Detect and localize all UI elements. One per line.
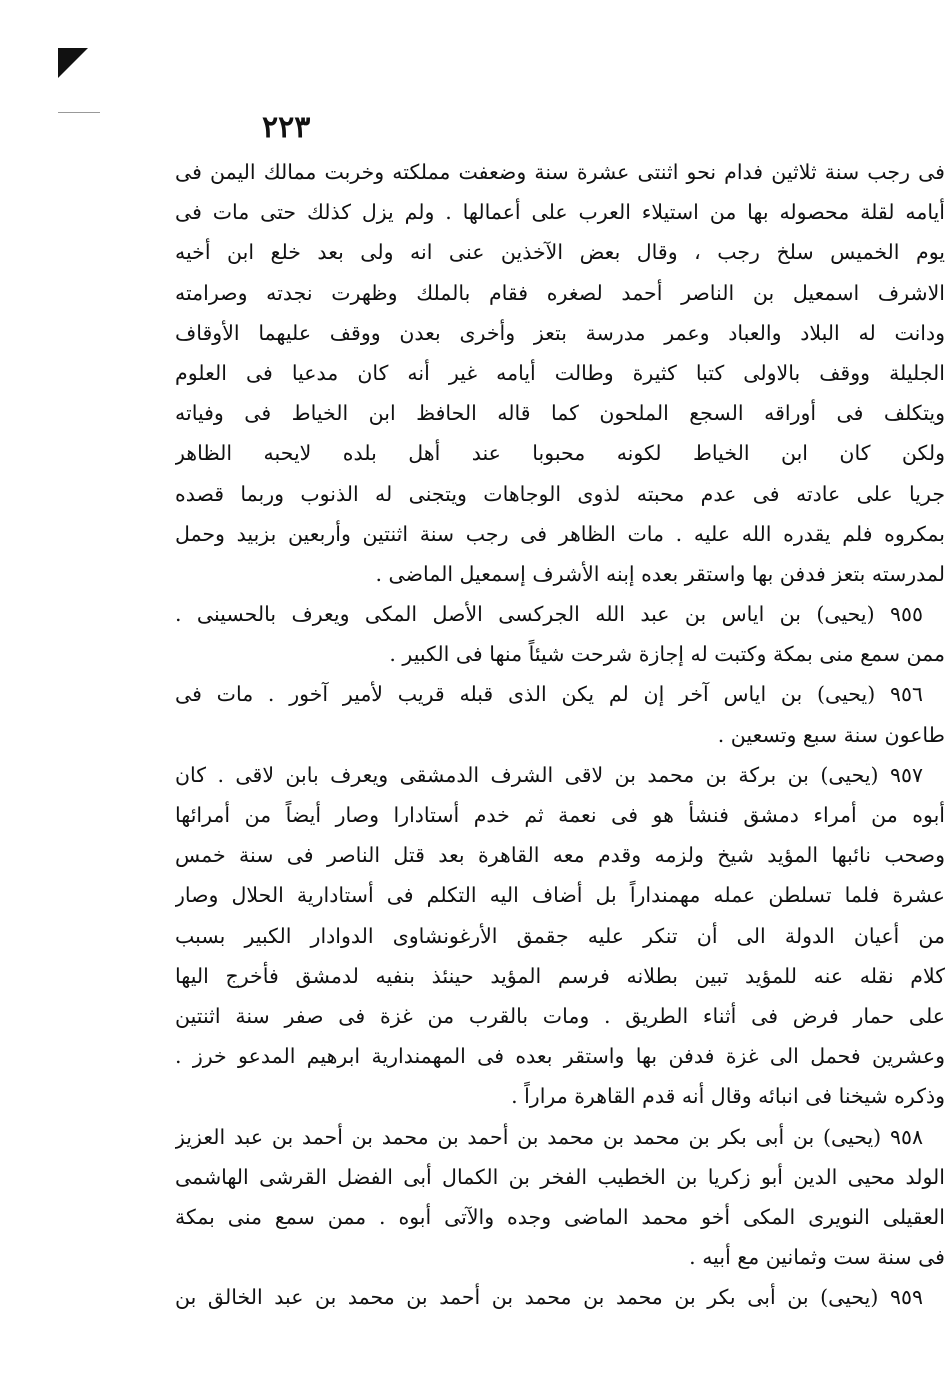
- page-number: ٢٢٣: [262, 110, 311, 145]
- text-line: فى سنة ست وثمانين مع أبيه .: [689, 1245, 945, 1270]
- text-line: لمدرسته بتعز فدفن بها واستقر بعده إبنه الأشرف إسمعيل الماضى .: [375, 561, 945, 586]
- scan-rule-line: [58, 112, 100, 113]
- text-line: الولد محيى الدين أبو زكريا بن الخطيب الفخر بن الكمال أبى الفضل القرشى الهاشمى: [175, 1164, 945, 1189]
- corner-scan-mark: [58, 48, 88, 78]
- text-line: ممن سمع منى بمكة وكتبت له إجازة شرحت شيئاً منها فى الكبير .: [389, 642, 945, 667]
- text-line: فى رجب سنة ثلاثين فدام نحو اثنتى عشرة سنة وضعفت مملكته وخربت ممالك اليمن فى: [175, 160, 945, 184]
- text-line: وصحب نائبها المؤيد شيخ ولزمه وقدم معه القاهرة بعد قتل الناصر فى سنة خمس: [175, 843, 945, 868]
- text-line: وذكره شيخنا فى انبائه وقال أنه قدم القاهرة مراراً .: [511, 1084, 945, 1109]
- text-line: طاعون سنة سبع وتسعين .: [717, 722, 945, 747]
- text-line: أبوه من أمراء دمشق فنشأ هو فى نعمة ثم خدم أستادارا وصار أيضاً من أمرائها: [175, 803, 945, 827]
- biography-entry-line: ٩٥٨ (يحيى) بن أبى بكر بن محمد بن محمد بن أحمد بن محمد بن أحمد بن عبد العزيز: [175, 1124, 923, 1149]
- text-line: الاشرف اسمعيل بن الناصر أحمد لصغره فقام بالملك وظهرت نجدته وصرامته: [175, 280, 945, 305]
- text-line: أيامه لقلة محصوله بها من استيلاء العرب على أعمالها . ولم يزل كذلك حتى مات فى: [175, 200, 945, 225]
- biography-entry-line: ٩٥٥ (يحيى) بن اياس بن عبد الله الجركسى الأصل المكى ويعرف بالحسينى .: [175, 602, 923, 627]
- text-line: بمكروه فلم يقدره الله عليه . مات الظاهر فى رجب سنة اثنتين وأربعين بزبيد وحمل: [175, 521, 945, 546]
- biography-entry-line: ٩٥٦ (يحيى) بن اياس آخر إن لم يكن الذى قبله قريب لأمير آخور . مات فى: [175, 682, 924, 707]
- text-line: الجليلة ووقف بالاولى كتبا كثيرة وطالت أيامه غير أنه كان مدعيا فى العلوم: [175, 360, 945, 385]
- text-line: يوم الخميس سلخ رجب ، وقال بعض الآخذين عنى انه ولى بعد خلع ابن أخيه: [175, 240, 945, 265]
- text-line: ودانت له البلاد والعباد وعمر مدرسة بتعز وأخرى بعدن ووقف عليهما الأوقاف: [175, 320, 945, 345]
- biography-entry-line: ٩٥٩ (يحيى) بن أبى بكر بن محمد بن محمد بن أحمد بن محمد بن عبد الخالق بن: [175, 1285, 923, 1310]
- text-line: جريا على عادته فى عدم محبته لذوى الوجاهات ويتجنى له الذنوب وربما قصده: [175, 481, 945, 506]
- text-line: العقيلى النويرى المكى أخو محمد الماضى وجده والآتى أبوه . ممن سمع منى بمكة: [175, 1204, 945, 1229]
- text-line: عشرة فلما تسلطن عمله مهمنداراً بل أضاف اليه التكلم فى أستادارية الحلال وصار: [175, 883, 945, 908]
- text-line: على حمار فرض فى أثناء الطريق . ومات بالقرب من غزة فى صفر سنة اثنتين: [175, 1003, 945, 1028]
- text-line: ولكن كان ابن الخياط لكونه محبوبا عند أهل بلده لايحبه الظاهر: [175, 441, 945, 466]
- text-body: [175, 152, 945, 1317]
- biography-entry-line: ٩٥٧ (يحيى) بن بركة بن محمد بن لاقى الشرف الدمشقى ويعرف بابن لاقى . كان: [175, 762, 923, 787]
- text-line: من أعيان الدولة الى أن تنكر عليه جقمق الأرغونشاوى الدوادار الكبير بسبب: [175, 923, 945, 948]
- text-line: وعشرين فحمل الى غزة فدفن بها واستقر بعده فى المهمندارية ابرهيم المدعو خرز .: [175, 1044, 945, 1069]
- text-line: ويتكلف فى أوراقه السجع الملحون كما قاله الحافظ ابن الخياط فى وفياته: [175, 401, 945, 426]
- text-line: كلام نقله عنه للمؤيد تبين بطلانه فرسم المؤيد حينئذ بنفيه لدمشق فأخرج اليها: [175, 963, 945, 988]
